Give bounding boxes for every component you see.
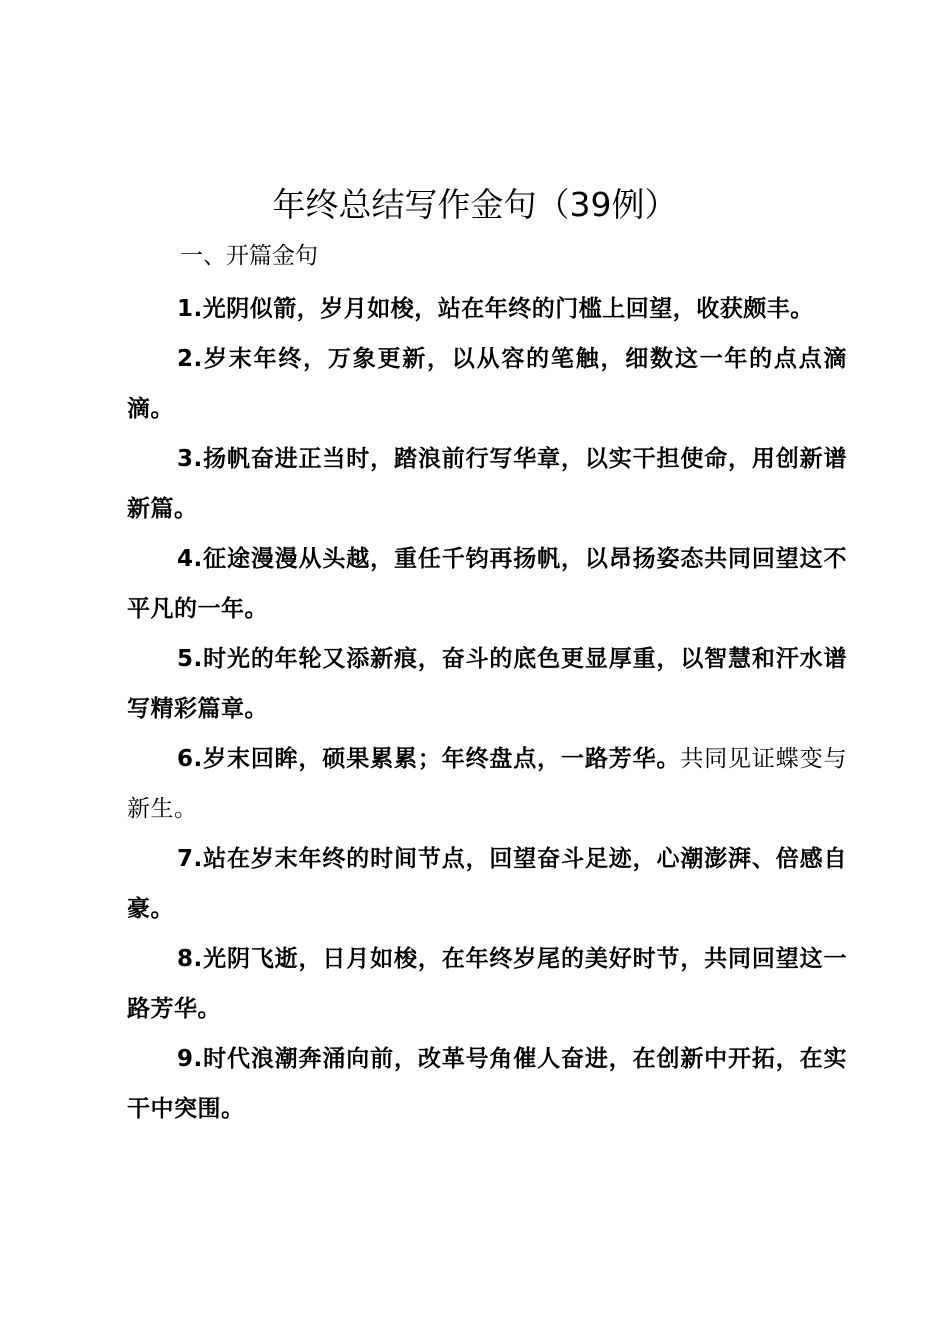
quote-bold-text: 2.岁末年终，万象更新，以从容的笔触，细数这一年的点点滴滴。	[127, 346, 847, 422]
quote-normal-text: 共同见证蝶变与新生。	[127, 746, 847, 822]
section-heading: 一、开篇金句	[180, 243, 318, 269]
quote-item-1	[127, 284, 847, 334]
document-title: 年终总结写作金句（39例）	[272, 185, 678, 224]
quote-bold-text: 9.时代浪潮奔涌向前，改革号角催人奋进，在创新中开拓，在实干中突围。	[127, 1046, 847, 1122]
quote-item-5	[127, 634, 847, 734]
quote-bold-text: 1.光阴似箭，岁月如梭，站在年终的门槛上回望，收获颇丰。	[177, 296, 814, 322]
quote-item-9	[127, 1034, 847, 1134]
quote-item-7	[127, 834, 847, 934]
quote-item-2	[127, 334, 847, 434]
quote-item-6	[127, 734, 847, 834]
quote-bold-text: 4.征途漫漫从头越，重任千钧再扬帆，以昂扬姿态共同回望这不平凡的一年。	[127, 546, 847, 622]
quote-bold-text: 3.扬帆奋进正当时，踏浪前行写华章，以实干担使命，用创新谱新篇。	[127, 446, 847, 522]
quote-bold-text: 6.岁末回眸，硕果累累；年终盘点，一路芳华。	[177, 746, 681, 772]
quote-item-4	[127, 534, 847, 634]
quote-list	[127, 284, 847, 1134]
quote-bold-text: 7.站在岁末年终的时间节点，回望奋斗足迹，心潮澎湃、倍感自豪。	[127, 846, 847, 922]
quote-bold-text: 5.时光的年轮又添新痕，奋斗的底色更显厚重，以智慧和汗水谱写精彩篇章。	[127, 646, 847, 722]
quote-item-8	[127, 934, 847, 1034]
quote-bold-text: 8.光阴飞逝，日月如梭，在年终岁尾的美好时节，共同回望这一路芳华。	[127, 946, 847, 1022]
quote-item-3	[127, 434, 847, 534]
